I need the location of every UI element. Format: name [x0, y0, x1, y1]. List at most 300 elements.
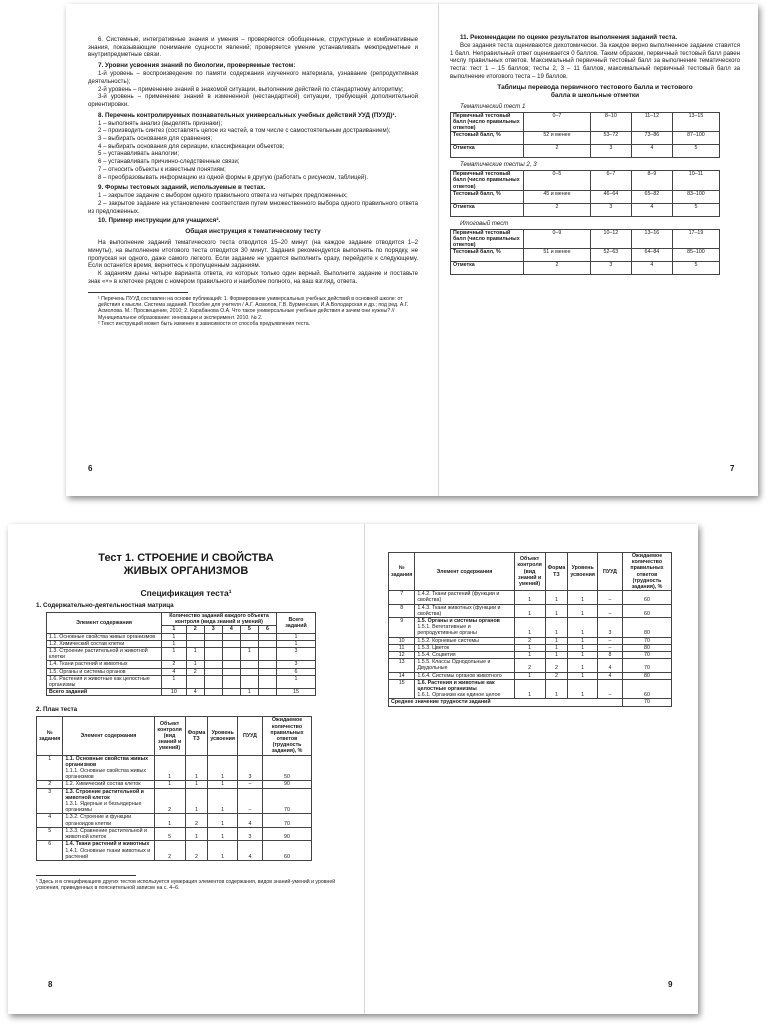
matrix-cell: 1 [162, 633, 187, 640]
score-table [450, 170, 720, 217]
plan-obj: 1 [514, 679, 545, 699]
score-row [451, 249, 720, 262]
score-cell: 17–19 [672, 229, 719, 249]
matrix-col-number: 5 [240, 626, 258, 633]
plan-element-name: 1.5.1. Вегетативные и репродуктивные органы [417, 624, 477, 637]
plan-form: 2 [185, 814, 208, 827]
plan-form: 1 [185, 788, 208, 814]
plan-puud: 3 [238, 755, 263, 781]
page-number-7: 7 [730, 464, 735, 473]
score-cell: 0–5 [524, 171, 591, 191]
plan-obj: 2 [514, 659, 545, 672]
plan-pct: 60 [623, 604, 672, 617]
footnote: ¹ Здесь и в спецификациях других тестов используется нумерация элементов содержания, видов знаний-умений и уровней усвоения, приведенных в пояснительной записке на с. 4–6. [36, 878, 336, 892]
matrix-cell [222, 675, 240, 688]
plan-pct: 70 [623, 637, 672, 644]
matrix-cell [258, 648, 276, 661]
plan-header-level: Уровень усвоения [568, 553, 598, 591]
score-cell: 51 и менее [524, 249, 591, 262]
row-label: Тестовый балл, % [451, 190, 524, 203]
plan-level: 1 [208, 755, 238, 781]
plan-obj: 1 [514, 644, 545, 651]
matrix-cell: 2 [162, 661, 187, 668]
plan-form: 1 [545, 637, 568, 644]
plan-element [415, 672, 514, 679]
plan-element [415, 591, 514, 604]
matrix-element: Всего заданий [47, 689, 162, 696]
plan-header-puud: ПУУД [598, 553, 623, 591]
plan-header-difficulty: Ожидаемое количество правильных ответов (трудность задания), % [623, 553, 672, 591]
plan-header-difficulty: Ожидаемое количество правильных ответов (трудность задания), % [263, 717, 312, 755]
plan-number: 10 [389, 637, 415, 644]
instruction-p1: На выполнение заданий тематического теста отводится 15–20 минут (на каждое задание отводится 1–2 минуты), на выполнение итогового теста отводится 30 минут. Задания рекомендуется выполнять по порядку, не пропуская ни одного, даже самого легкого. Если задание не удается выполнить сразу, перейдите к следующему. Если останется время, вернитесь к пропущенным заданиям. [88, 239, 418, 270]
matrix-total: 3 [277, 661, 316, 668]
plan-element [63, 814, 154, 827]
plan-level: 1 [568, 679, 598, 699]
plan-row [389, 618, 672, 638]
matrix-cell [258, 675, 276, 688]
matrix-element: 1.5. Органы и системы органов [47, 668, 162, 675]
matrix-cell: 1 [162, 675, 187, 688]
test-title: Тест 1. СТРОЕНИЕ И СВОЙСТВА ЖИВЫХ ОРГАНИЗМОВ [98, 552, 274, 577]
plan-pct: 70 [263, 814, 312, 827]
matrix-cell: 2 [186, 668, 204, 675]
plan-average-row [389, 699, 672, 706]
score-cell: 2 [524, 203, 591, 216]
plan-level: 1 [568, 652, 598, 659]
plan-number: 4 [37, 814, 63, 827]
matrix-cell [240, 661, 258, 668]
score-cell: 8–10 [590, 112, 631, 132]
matrix-col-number: 6 [258, 626, 276, 633]
plan-level: 1 [568, 672, 598, 679]
plan-element-heading: 1.4. Ткани растений и животных [65, 841, 150, 848]
plan-pct: 80 [623, 672, 672, 679]
row-label: Тестовый балл, % [451, 249, 524, 262]
plan-pct: 60 [623, 591, 672, 604]
plan-obj: 5 [154, 827, 185, 840]
plan-obj: 1 [514, 618, 545, 638]
plan-puud: – [598, 591, 623, 604]
matrix-element: 1.6. Растения и животные как целостные организмы [47, 675, 162, 688]
plan-number: 1 [37, 755, 63, 781]
score-cell: 83–100 [672, 190, 719, 203]
score-cell: 4 [631, 145, 672, 158]
plan-form: 2 [545, 672, 568, 679]
page-6 [88, 36, 418, 496]
matrix-cell: 1 [162, 640, 187, 647]
row-label: Отметка [451, 262, 524, 275]
matrix-cell: 1 [240, 648, 258, 661]
matrix-cell: 1 [162, 648, 187, 661]
s9-line: 2 – закрытое задание на установление соответствия путем множественного выбора одного правильного ответа из предложенных. [88, 199, 418, 215]
s7-line: 1-й уровень – воспроизведение по памяти содержания изученного материала, узнавание (репродуктивная деятельность); [88, 70, 418, 85]
plan-element-name: 1.3.3. Сравнение растительной и животной клеток [65, 827, 147, 841]
plan-element [63, 827, 154, 840]
plan-number: 12 [389, 652, 415, 659]
score-cell: 5 [672, 203, 719, 216]
plan-number: 6 [37, 841, 63, 861]
s11-text: Все задания теста оцениваются дихотомически. За каждое верно выполненное задание ставится 1 балл. Неправильный ответ оценивается 0 баллов. Таким образом, первичный тестовый балл равен числу правильных ответов. Максимальный первичный тестовый балл за выполнение тематического теста: тест 1 – 15 баллов; тесты 2, 3 – 11 баллов, максимальный первичный тестовый балл за выполнение итогового теста – 19 баллов. [450, 42, 740, 80]
plan-form: 2 [545, 659, 568, 672]
matrix-cell [258, 640, 276, 647]
score-cell: 5 [672, 262, 719, 275]
gutter [364, 524, 365, 1014]
plan-table-continued [388, 552, 672, 707]
plan-row [389, 659, 672, 672]
page-7 [450, 34, 740, 496]
matrix-cell [186, 633, 204, 640]
matrix-cell [240, 633, 258, 640]
score-cell: 8–9 [631, 171, 672, 191]
plan-header-number: № задания [389, 553, 415, 591]
matrix-cell [222, 640, 240, 647]
score-table [450, 112, 720, 159]
table-caption: Тематический тест 1 [460, 102, 526, 110]
score-cell: 3 [590, 203, 631, 216]
matrix-cell [258, 689, 276, 696]
instruction-title: Общая инструкция к тематическому тесту [185, 228, 321, 236]
plan-puud: 3 [598, 618, 623, 638]
score-row [451, 145, 720, 158]
plan-row [37, 755, 312, 781]
plan-element-name: 1.5.4. Соцветия [417, 652, 456, 659]
plan-table [36, 716, 312, 860]
plan-row [389, 652, 672, 659]
plan-element-heading: 1.3. Строение растительной и животной клеток [65, 788, 144, 801]
plan-obj: 2 [514, 637, 545, 644]
page-9 [388, 552, 678, 1014]
row-label: Первичный тестовый балл (число правильных ответов) [451, 112, 524, 132]
plan-row [37, 841, 312, 861]
matrix-total: 1 [277, 640, 316, 647]
plan-element-name: 1.3.1. Ядерные и безъядерные организмы [65, 801, 142, 814]
plan-level: 1 [568, 637, 598, 644]
plan-form: 1 [545, 591, 568, 604]
matrix-cell [222, 668, 240, 675]
matrix-cell: 4 [186, 689, 204, 696]
s8-line: 5 – устанавливать аналогии; [98, 150, 180, 158]
s8-list [88, 120, 418, 182]
plan-element [63, 788, 154, 814]
matrix-total: 15 [277, 689, 316, 696]
plan-row [389, 672, 672, 679]
plan-number: 3 [37, 788, 63, 814]
score-cell: 13–15 [672, 112, 719, 132]
matrix-header-total: Всего заданий [277, 613, 316, 634]
matrix-total: 1 [277, 633, 316, 640]
plan-pct: 90 [263, 827, 312, 840]
plan-level: 1 [568, 604, 598, 617]
score-row [451, 132, 720, 145]
plan-level: 1 [208, 841, 238, 861]
plan-pct: 60 [623, 679, 672, 699]
s8-line: 1 – выполнять анализ (выделять признаки); [98, 119, 223, 127]
s8-line: 7 – относить объекты к известным понятиям; [98, 165, 226, 173]
s8-line: 8 – преобразовывать информацию из одной формы в другую (работать с рисунком, таблицей). [98, 173, 369, 181]
plan-obj: 2 [154, 841, 185, 861]
plan-element [63, 841, 154, 861]
score-table [450, 229, 720, 276]
plan-header-form: Форма ТЗ [545, 553, 568, 591]
matrix-element: 1.4. Ткани растений и животных [47, 661, 162, 668]
row-label: Тестовый балл, % [451, 132, 524, 145]
page-number-8: 8 [48, 980, 53, 989]
table-caption: Итоговый тест [460, 219, 509, 227]
score-row [451, 112, 720, 132]
matrix-total: 6 [277, 668, 316, 675]
footnote-rule [36, 875, 136, 876]
plan-row [389, 644, 672, 651]
matrix-row [47, 689, 316, 696]
s8-line: 6 – устанавливать причинно-следственные связи; [98, 158, 240, 166]
page-number-6: 6 [88, 464, 93, 473]
plan-header-object: Объект контроля (вид знаний и умений) [514, 553, 545, 591]
plan-row [389, 591, 672, 604]
matrix-total: 1 [277, 675, 316, 688]
score-cell: 46–64 [590, 190, 631, 203]
s10-heading: 10. Пример инструкции для учащихся². [98, 217, 221, 225]
s8-line: 4 – выбирать основания для сериации, классификации объектов; [98, 142, 285, 150]
matrix-cell [240, 675, 258, 688]
plan-header-number: № задания [37, 717, 63, 755]
matrix-header-row [47, 613, 316, 626]
matrix-col-number: 4 [222, 626, 240, 633]
plan-form: 1 [545, 679, 568, 699]
matrix-element: 1.2. Химический состав клетки [47, 640, 162, 647]
plan-obj: 1 [514, 652, 545, 659]
plan-pct: 70 [623, 652, 672, 659]
plan-puud: 8 [598, 652, 623, 659]
plan-element [63, 755, 154, 781]
plan-element [415, 652, 514, 659]
plan-header-row [389, 553, 672, 591]
plan-element-name: 1.5.3. Цветок [417, 644, 450, 651]
score-row [451, 262, 720, 275]
matrix-cell [222, 689, 240, 696]
matrix-cell [204, 648, 222, 661]
matrix-row [47, 640, 316, 647]
plan-element [63, 781, 154, 788]
matrix-title: 1. Содержательно-деятельностная матрица [36, 602, 174, 609]
plan-header-form: Форма ТЗ [185, 717, 208, 755]
plan-level: 1 [568, 644, 598, 651]
page-number-9: 9 [668, 980, 673, 989]
spread-pages-8-9 [8, 524, 698, 1014]
item-6: 6. Системные, интегративные знания и умения – проверяются обобщенные, структурные и комбинативные знания, показывающие понимание сущности явлений; проверяется умение устанавливать межпредметные и внутрипредметные связи. [88, 36, 418, 59]
plan-level: 1 [208, 781, 238, 788]
matrix-cell: 4 [162, 668, 187, 675]
score-cell: 0–9 [524, 229, 591, 249]
matrix-cell [222, 633, 240, 640]
plan-row [389, 679, 672, 699]
plan-element [415, 637, 514, 644]
s9-list [88, 192, 418, 215]
plan-title: 2. План теста [36, 706, 78, 714]
matrix-col-number: 3 [204, 626, 222, 633]
plan-element-heading: 1.1. Основные свойства живых организмов [65, 755, 149, 768]
score-cell: 4 [631, 262, 672, 275]
plan-pct: 50 [263, 755, 312, 781]
plan-level: 1 [568, 591, 598, 604]
plan-obj: 1 [154, 781, 185, 788]
s9-line: 1 – закрытое задание с выбором одного правильного ответа из четырех предложенных; [98, 192, 348, 200]
matrix-cell [204, 689, 222, 696]
score-tables [450, 103, 740, 276]
s7-line: 2-й уровень – применение знаний в знакомой ситуации, выполнение действий по стандартному алгоритму; [98, 85, 404, 93]
s8-heading: 8. Перечень контролируемых познавательных универсальных учебных действий УУД (ПУУД)¹. [98, 111, 397, 119]
plan-element-name: 1.2. Химический состав клеток [65, 781, 141, 788]
matrix-row [47, 661, 316, 668]
score-cell: 65–82 [631, 190, 672, 203]
plan-puud: – [598, 679, 623, 699]
plan-level: 1 [568, 618, 598, 638]
matrix-cell [186, 640, 204, 647]
footnote-1: ¹ Перечень ПУУД составлен на основе публикаций: 1. Формирование универсальных учебных действий в основной школе: от действия к мысли. Система заданий. Пособие для учителя / А.Г. Асмолов, Г.В. Бурменская, И.А.Володарская и др.; под ред. А.Г. Асмолова. М.: Просвещение, 2010; 2. Карабанова О.А. Что такое универсальные учебные действия и зачем они нужны? // Муниципальное образование: инновации и эксперимент. 2010. № 2. [98, 295, 409, 321]
score-cell: 45 и менее [524, 190, 591, 203]
plan-number: 11 [389, 644, 415, 651]
score-cell: 6–7 [590, 171, 631, 191]
plan-element-name: 1.1.1. Основные свойства живых организмов [65, 768, 147, 781]
plan-number: 8 [389, 604, 415, 617]
table-caption: Тематические тесты 2, 3 [460, 161, 537, 169]
score-cell: 53–72 [590, 132, 631, 145]
matrix-cell: 1 [240, 689, 258, 696]
plan-puud: – [598, 644, 623, 651]
plan-row [389, 637, 672, 644]
plan-element-heading: 1.6. Растения и животные как целостные организмы [417, 679, 495, 693]
plan-element-name: 1.5.5. Классы Однодольные и Двудольные [417, 659, 491, 672]
spread-pages-6-7 [66, 4, 758, 496]
plan-pct: 80 [623, 644, 672, 651]
matrix-row [47, 648, 316, 661]
plan-puud: 4 [598, 672, 623, 679]
plan-element-name: 1.4.1. Основные ткани животных и растений [65, 847, 151, 860]
plan-element [415, 604, 514, 617]
matrix-cell [204, 640, 222, 647]
plan-level: 1 [568, 659, 598, 672]
matrix-cell [258, 661, 276, 668]
plan-pct: 60 [263, 841, 312, 861]
matrix-row [47, 675, 316, 688]
plan-element [415, 679, 514, 699]
plan-obj: 1 [514, 604, 545, 617]
plan-puud: – [598, 604, 623, 617]
plan-obj: 1 [514, 591, 545, 604]
plan-average-value: 70 [623, 699, 672, 706]
plan-number: 5 [37, 827, 63, 840]
matrix-row [47, 668, 316, 675]
s7-line: 3-й уровень – применение знаний в измененной (нестандартной) ситуации, требующей дополнительной ориентировки. [88, 93, 418, 108]
score-row [451, 190, 720, 203]
plan-number: 9 [389, 618, 415, 638]
matrix-cell: 1 [186, 648, 204, 661]
s11-heading: 11. Рекомендации по оценке результатов выполнения заданий теста. [460, 34, 678, 41]
score-cell: 87–100 [672, 132, 719, 145]
plan-element-name: 1.4.3. Ткани животных (функции и свойства) [417, 604, 501, 617]
plan-pct: 70 [263, 788, 312, 814]
plan-average-label: Среднее значение трудности заданий [389, 699, 623, 706]
score-cell: 52–63 [590, 249, 631, 262]
score-cell: 10–12 [590, 229, 631, 249]
plan-row [37, 814, 312, 827]
matrix-cell [204, 661, 222, 668]
plan-pct: 80 [623, 618, 672, 638]
score-cell: 2 [524, 145, 591, 158]
plan-element-name: 1.6.1. Организм как единое целое [417, 692, 501, 699]
spec-title: Спецификация теста¹ [140, 588, 232, 598]
score-cell: 13–16 [631, 229, 672, 249]
matrix-col-number: 2 [186, 626, 204, 633]
footnote-rule [88, 292, 188, 293]
plan-form: 2 [185, 841, 208, 861]
matrix-cell [240, 640, 258, 647]
plan-row [389, 604, 672, 617]
plan-puud: – [598, 637, 623, 644]
matrix-cell [204, 633, 222, 640]
plan-element [415, 618, 514, 638]
plan-form: 1 [545, 604, 568, 617]
plan-obj: 1 [154, 755, 185, 781]
matrix-cell [222, 661, 240, 668]
row-label: Отметка [451, 203, 524, 216]
plan-level: 1 [208, 788, 238, 814]
plan-element-name: 1.6.4. Системы органов животного [417, 672, 502, 679]
s8-line: 3 – выбирать основания для сравнения; [98, 135, 213, 143]
plan-number: 14 [389, 672, 415, 679]
score-cell: 5 [672, 145, 719, 158]
matrix-cell [204, 668, 222, 675]
footnote-2: ² Текст инструкций может быть изменен в зависимости от способа предъявления теста. [98, 321, 311, 328]
plan-element-name: 1.3.2. Строение и функции органоидов клетки [65, 814, 132, 827]
score-cell: 64–84 [631, 249, 672, 262]
plan-header-element: Элемент содержания [415, 553, 514, 591]
plan-puud: – [238, 788, 263, 814]
plan-puud: – [238, 781, 263, 788]
plan-form: 1 [185, 827, 208, 840]
plan-row [37, 781, 312, 788]
score-cell: 0–7 [524, 112, 591, 132]
s9-heading: 9. Формы тестовых заданий, используемые в тестах. [98, 184, 266, 192]
plan-row [37, 827, 312, 840]
matrix-cell [258, 633, 276, 640]
plan-header-puud: ПУУД [238, 717, 263, 755]
s8-line: 2 – производить синтез (составлять целое из частей, в том числе с самостоятельным достраиванием); [98, 127, 391, 135]
plan-header-level: Уровень усвоения [208, 717, 238, 755]
matrix-header-element: Элемент содержания [47, 613, 162, 634]
score-cell: 85–100 [672, 249, 719, 262]
plan-puud: 4 [238, 814, 263, 827]
plan-element-heading: 1.5. Органы и системы органов [417, 618, 500, 625]
plan-obj: 1 [514, 672, 545, 679]
matrix-cell [258, 668, 276, 675]
score-cell: 10–11 [672, 171, 719, 191]
plan-row [37, 788, 312, 814]
plan-number: 2 [37, 781, 63, 788]
plan-pct: 90 [263, 781, 312, 788]
score-cell: 3 [590, 262, 631, 275]
s7-list [88, 70, 418, 109]
matrix-cell [186, 675, 204, 688]
matrix-cell: 1 [186, 661, 204, 668]
score-cell: 2 [524, 262, 591, 275]
matrix-cell: 10 [162, 689, 187, 696]
row-label: Первичный тестовый балл (число правильных ответов) [451, 229, 524, 249]
score-cell: 3 [590, 145, 631, 158]
plan-level: 1 [208, 827, 238, 840]
plan-obj: 2 [154, 788, 185, 814]
page-8 [36, 552, 336, 1014]
